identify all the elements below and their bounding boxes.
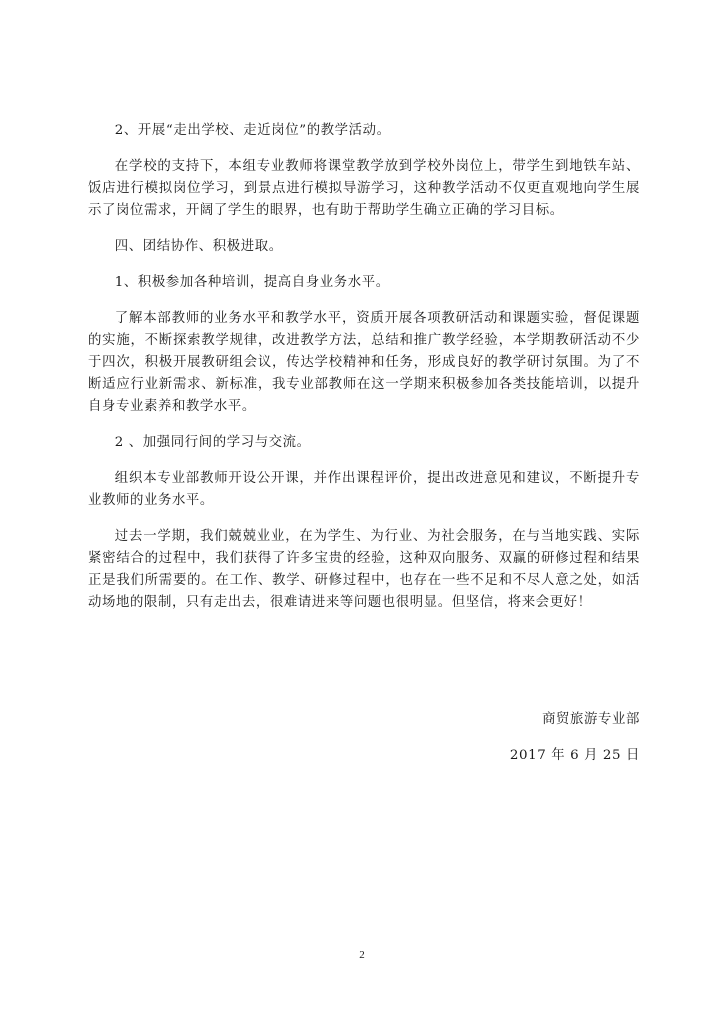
- document-body: [88, 120, 640, 628]
- paragraph-exchange-description: 组织本专业部教师开设公开课，并作出课程评价，提出改进意见和建议，不断提升专业教师的业务水平。: [88, 471, 640, 508]
- section-heading-exchange: 2 、加强同行间的学习与交流。: [114, 435, 311, 450]
- page-number: 2: [359, 949, 365, 961]
- paragraph-activity-description: 在学校的支持下，本组专业教师将课堂教学放到学校外岗位上，带学生到地铁车站、饭店进行模拟岗位学习，到景点进行模拟导游学习，这种教学活动不仅更直观地向学生展示了岗位需求，开阔了学生的眼界，也有助于帮助学生确立正确的学习目标。: [88, 159, 640, 218]
- section-heading-training: 1、积极参加各种培训，提高自身业务水平。: [114, 275, 390, 290]
- paragraph-summary: 过去一学期，我们兢兢业业，在为学生、为行业、为社会服务，在与当地实践、实际紧密结合的过程中，我们获得了许多宝贵的经验，这种双向服务、双赢的研修过程和结果正是我们所需要的。在工作、教学、研修过程中，也存在一些不足和不尽人意之处，如活动场地的限制，只有走出去，很难请进来等问题也很明显。但坚信，将来会更好！: [88, 529, 640, 610]
- signature-date: 2017 年 6 月 25 日: [509, 748, 640, 763]
- signature-organization: 商贸旅游专业部: [542, 712, 640, 727]
- paragraph-training-description: 了解本部教师的业务水平和教学水平，资质开展各项教研活动和课题实验，督促课题的实施，不断探索教学规律，改进教学方法，总结和推广教学经验，本学期教研活动不少于四次，积极开展教研组会议，传达学校精神和任务，形成良好的教学研讨氛围。为了不断适应行业新需求、新标准，我专业部教师在这一学期来积极参加各类技能培训，以提升自身专业素养和教学水平。: [88, 311, 640, 414]
- section-heading-activity: 2、开展“走出学校、走近岗位”的教学活动。: [114, 123, 391, 138]
- section-heading-teamwork: 四、团结协作、积极进取。: [114, 239, 283, 254]
